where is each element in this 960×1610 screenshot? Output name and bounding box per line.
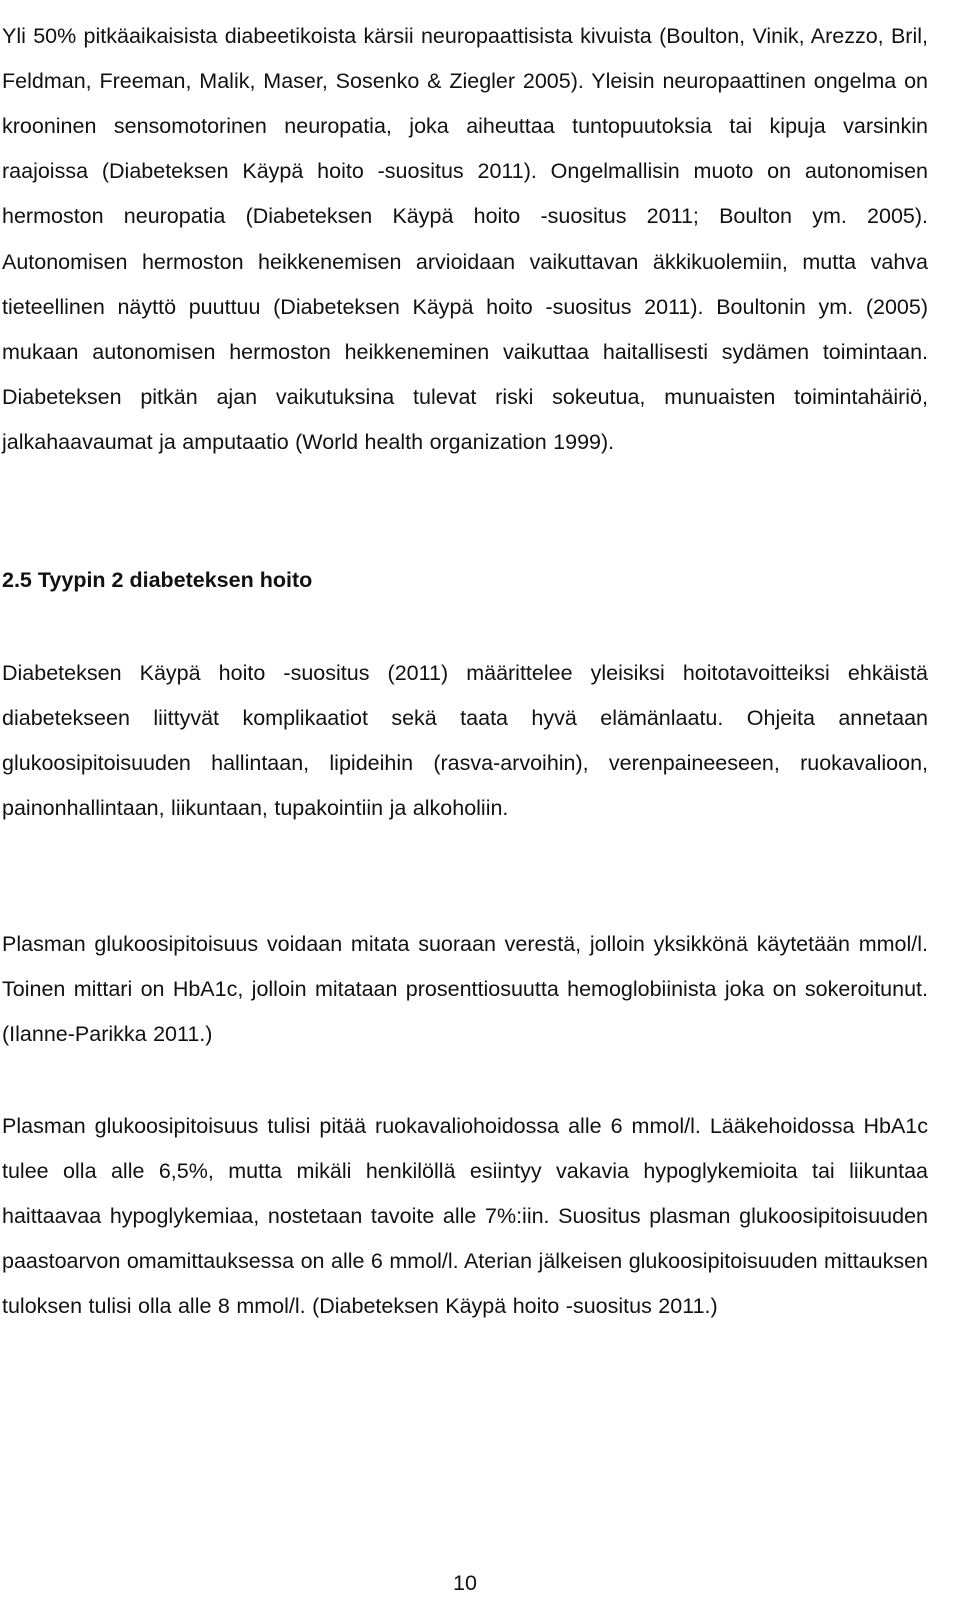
paragraph-glucose-targets: Plasman glukoosipitoisuus tulisi pitää ruokavaliohoidossa alle 6 mmol/l. Lääkehoidossa HbA1c tulee olla alle 6,5%, mutta mikäli henkilöllä esiintyy vakavia hypoglykemioita tai liikuntaa haittaavaa hypoglykemiaa, nostetaan tavoite alle 7%:iin. Suositus plasman glukoosipitoisuuden paastoarvon omamittauksessa on alle 6 mmol/l. Aterian jälkeisen glukoosipitoisuuden mittauksen tuloksen tulisi olla alle 8 mmol/l. (Diabeteksen Käypä hoito -suositus 2011.) bbox=[2, 1113, 928, 1319]
paragraph-glucose-measurement: Plasman glukoosipitoisuus voidaan mitata suoraan verestä, jolloin yksikkönä käytetään mmol/l. Toinen mittari on HbA1c, jolloin mitataan prosenttiosuutta hemoglobiinista joka on sokeroitunut. (Ilanne-Parikka 2011.) bbox=[2, 931, 928, 1046]
paragraph-neuropathy: Yli 50% pitkäaikaisista diabeetikoista kärsii neuropaattisista kivuista (Boulton, Vinik, Arezzo, Bril, Feldman, Freeman, Malik, Maser, Sosenko & Ziegler 2005). Yleisin neuropaattinen ongelma on krooninen sensomotorinen neuropatia, joka aiheuttaa tuntopuutoksia tai kipuja varsinkin raajoissa (Diabeteksen Käypä hoito -suositus 2011). Ongelmallisin muoto on autonomisen hermoston neuropatia (Diabeteksen Käypä hoito -suositus 2011; Boulton ym. 2005). Autonomisen hermoston heikkenemisen arvioidaan vaikuttavan äkkikuolemiin, mutta vahva tieteellinen näyttö puuttuu (Diabeteksen Käypä hoito -suositus 2011). Boultonin ym. (2005) mukaan autonomisen hermoston heikkeneminen vaikuttaa haitallisesti sydämen toimintaan. Diabeteksen pitkän ajan vaikutuksina tulevat riski sokeutua, munuaisten toimintahäiriö, jalkahaavaumat ja amputaatio (World health organization 1999). bbox=[2, 23, 928, 455]
paragraph-treatment-goals: Diabeteksen Käypä hoito -suositus (2011) määrittelee yleisiksi hoitotavoitteiksi ehkäistä diabetekseen liittyvät komplikaatiot sekä taata hyvä elämänlaatu. Ohjeita annetaan glukoosipitoisuuden hallintaan, lipideihin (rasva-arvoihin), verenpaineeseen, ruokavalioon, painonhallintaan, liikuntaan, tupakointiin ja alkoholiin. bbox=[2, 660, 928, 821]
page-number: 10 bbox=[453, 1571, 477, 1595]
section-heading: 2.5 Tyypin 2 diabeteksen hoito bbox=[2, 568, 313, 592]
